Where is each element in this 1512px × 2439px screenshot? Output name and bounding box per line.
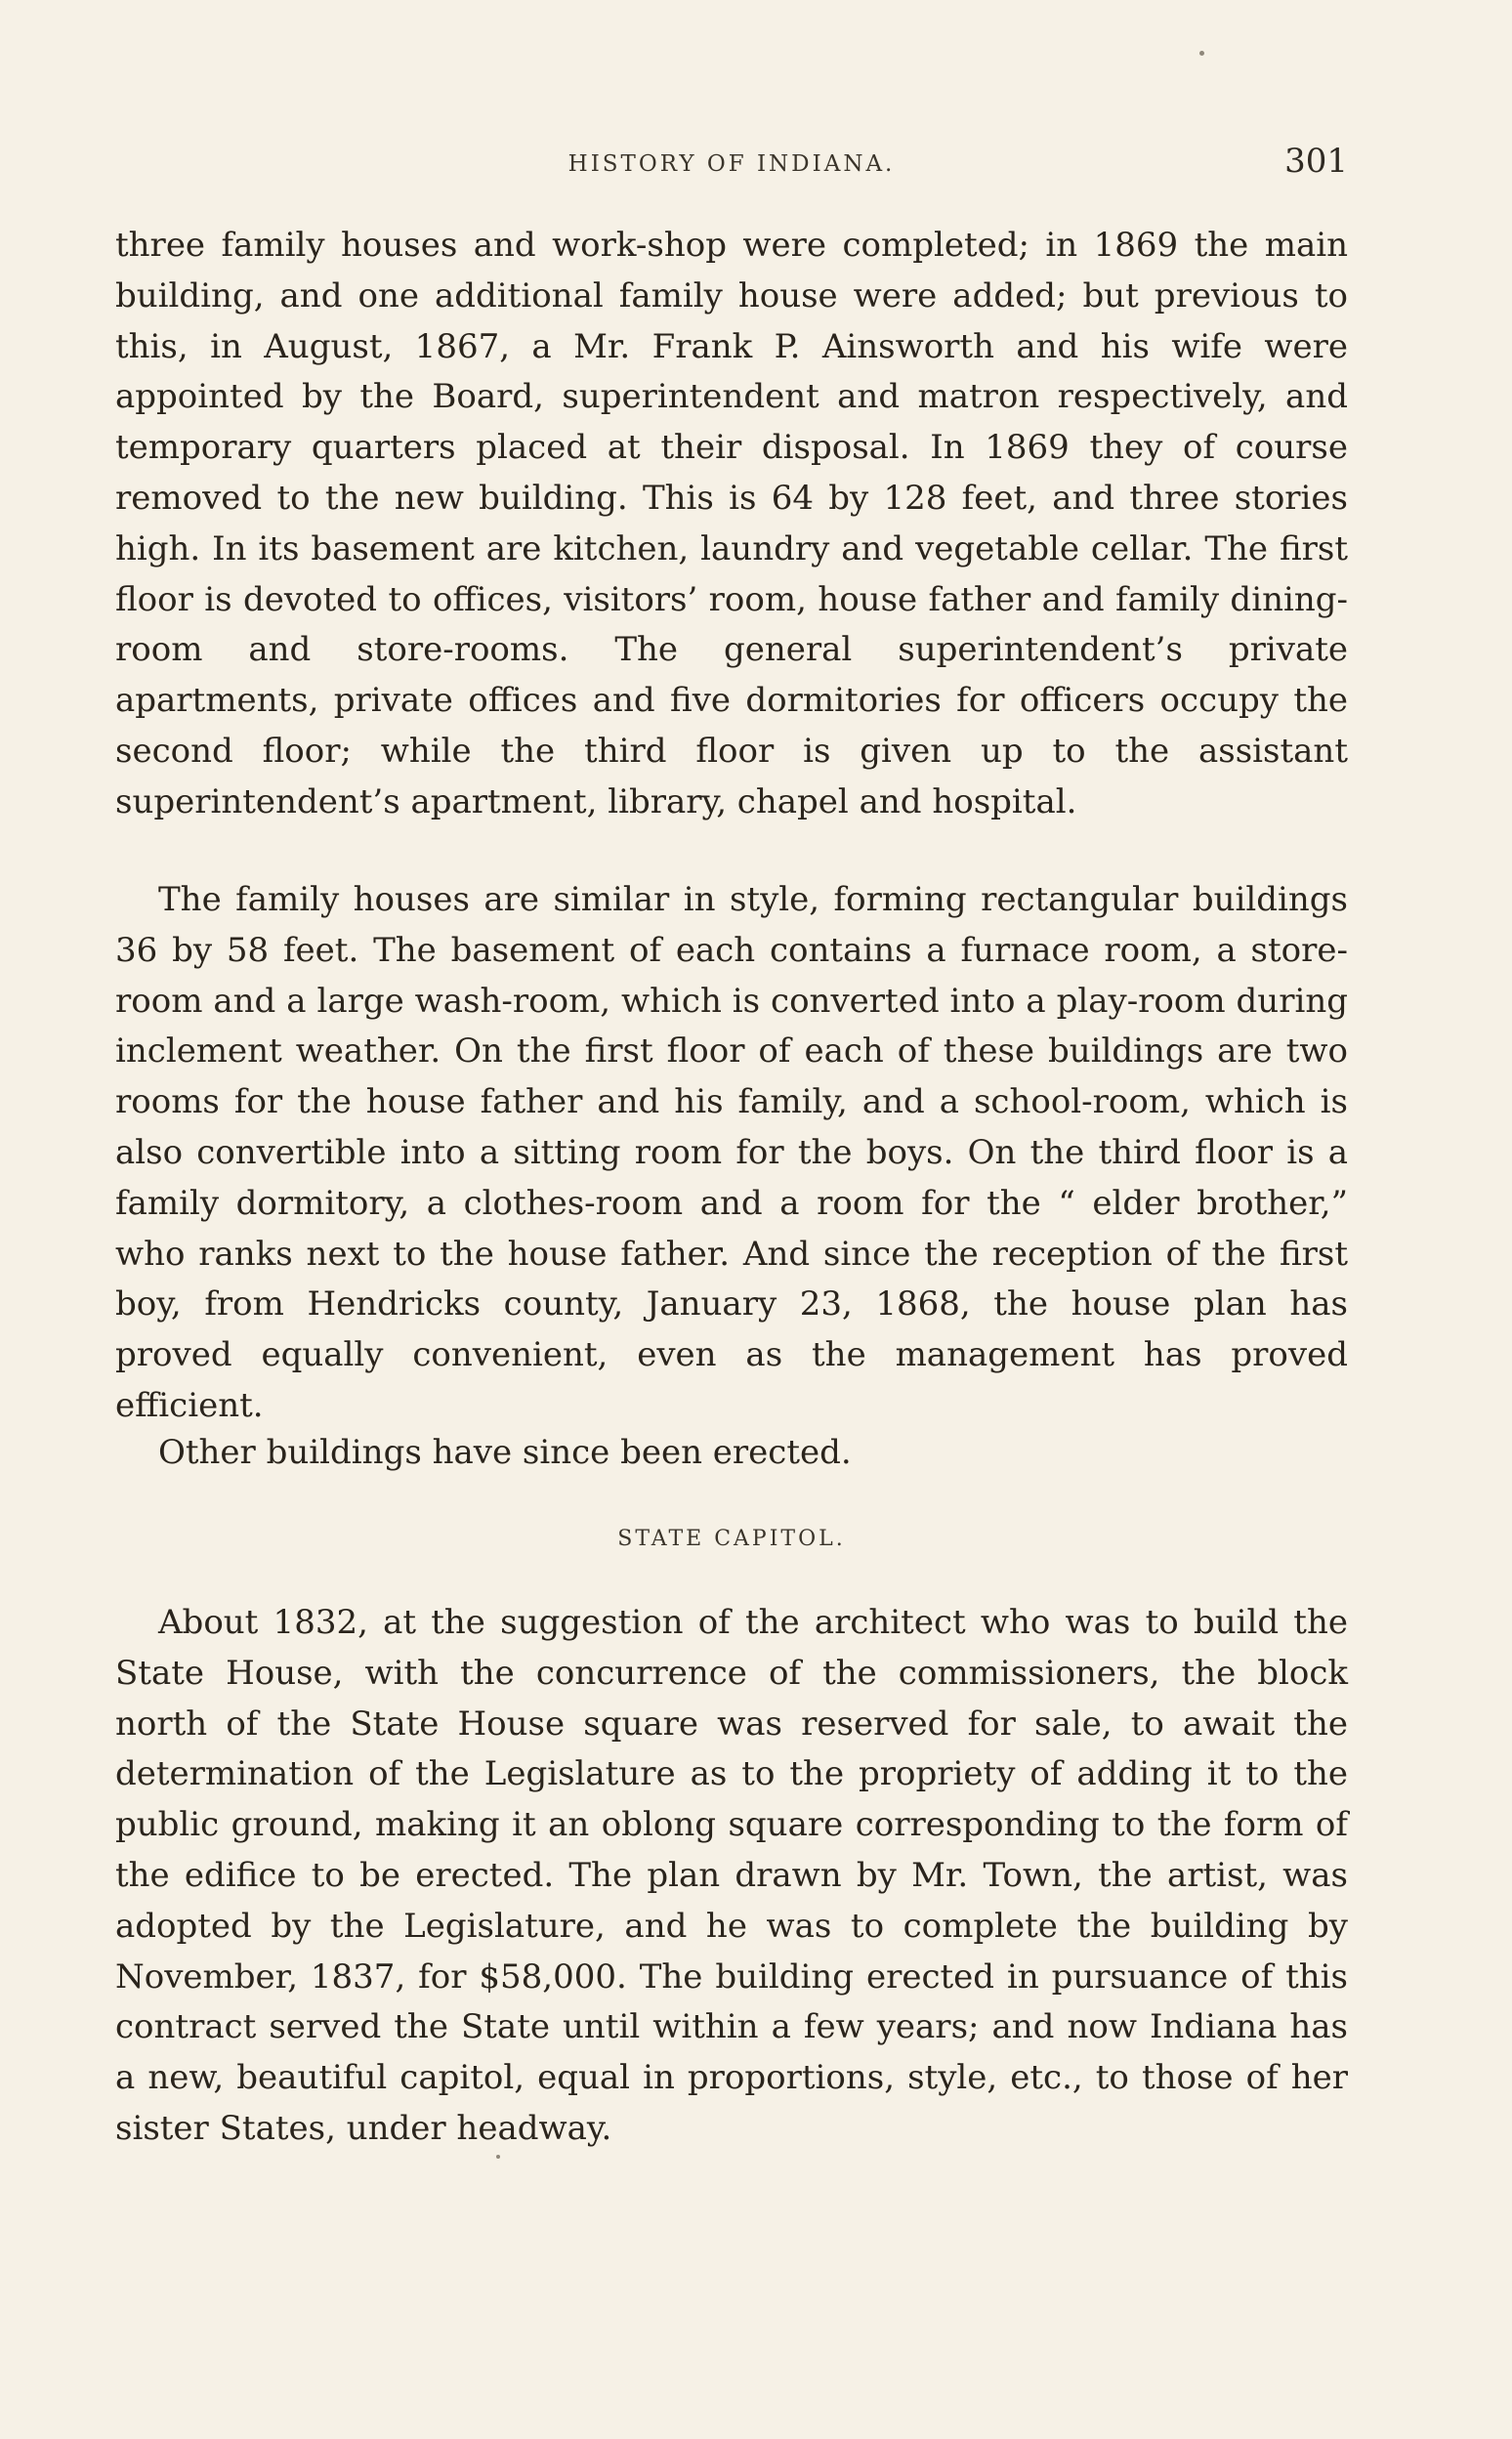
section-heading: STATE CAPITOL. <box>617 1527 846 1551</box>
paragraph-continued: three family houses and work-shop were completed; in 1869 the main building, and one additional family house were added; but previous to this, in August, 1867, a Mr. Frank P. Ainsworth and his wife were appointed by the Board, superintendent and matron respectively, and temporary quarters placed at their disposal. In 1869 they of course removed to the new building. This is 64 by 128 feet, and three stories high. In its basement are kitchen, laundry and vegetable cellar. The first floor is devoted to offices, visitors’ room, house father and family dining-room and store-rooms. The general superintendent’s private apartments, private offices and five dormitories for officers occupy the second floor; while the third floor is given up to the assistant superintendent’s apartment, library, chapel and hospital. <box>115 226 1348 821</box>
paragraph-state-capitol: About 1832, at the suggestion of the architect who was to build the State House, with the concurrence of the commissioners, the block north of the State House square was reserved for sale, to await the determination of the Legislature as to the propriety of adding it to the public ground, making it an oblong square corresponding to the form of the edifice to be erected. The plan drawn by Mr. Town, the artist, was adopted by the Legislature, and he was to complete the building by November, 1837, for $58,000. The building erected in pursuance of this contract served the State until within a few years; and now Indiana has a new, beautiful capitol, equal in proportions, style, etc., to those of her sister States, under headway. <box>115 1603 1348 2148</box>
running-title: HISTORY OF INDIANA. <box>567 151 896 177</box>
paragraph-other-buildings: Other buildings have since been erected. <box>158 1433 852 1472</box>
paper-speck <box>1199 51 1204 56</box>
paragraph-family-houses: The family houses are similar in style, forming rectangular buildings 36 by 58 feet. The basement of each contains a furnace room, a store-room and a large wash-room, which is converted into a play-room during inclement weather. On the first floor of each of these buildings are two rooms for the house father and his family, and a school-room, which is also convertible into a sitting room for the boys. On the third floor is a family dormitory, a clothes-room and a room for the “ elder brother,” who ranks next to the house father. And since the reception of the first boy, from Hendricks county, January 23, 1868, the house plan has proved equally convenient, even as the management has proved efficient. <box>115 880 1348 1425</box>
paper-speck <box>496 2155 500 2159</box>
running-header <box>115 142 1348 187</box>
page-number: 301 <box>1284 142 1348 181</box>
